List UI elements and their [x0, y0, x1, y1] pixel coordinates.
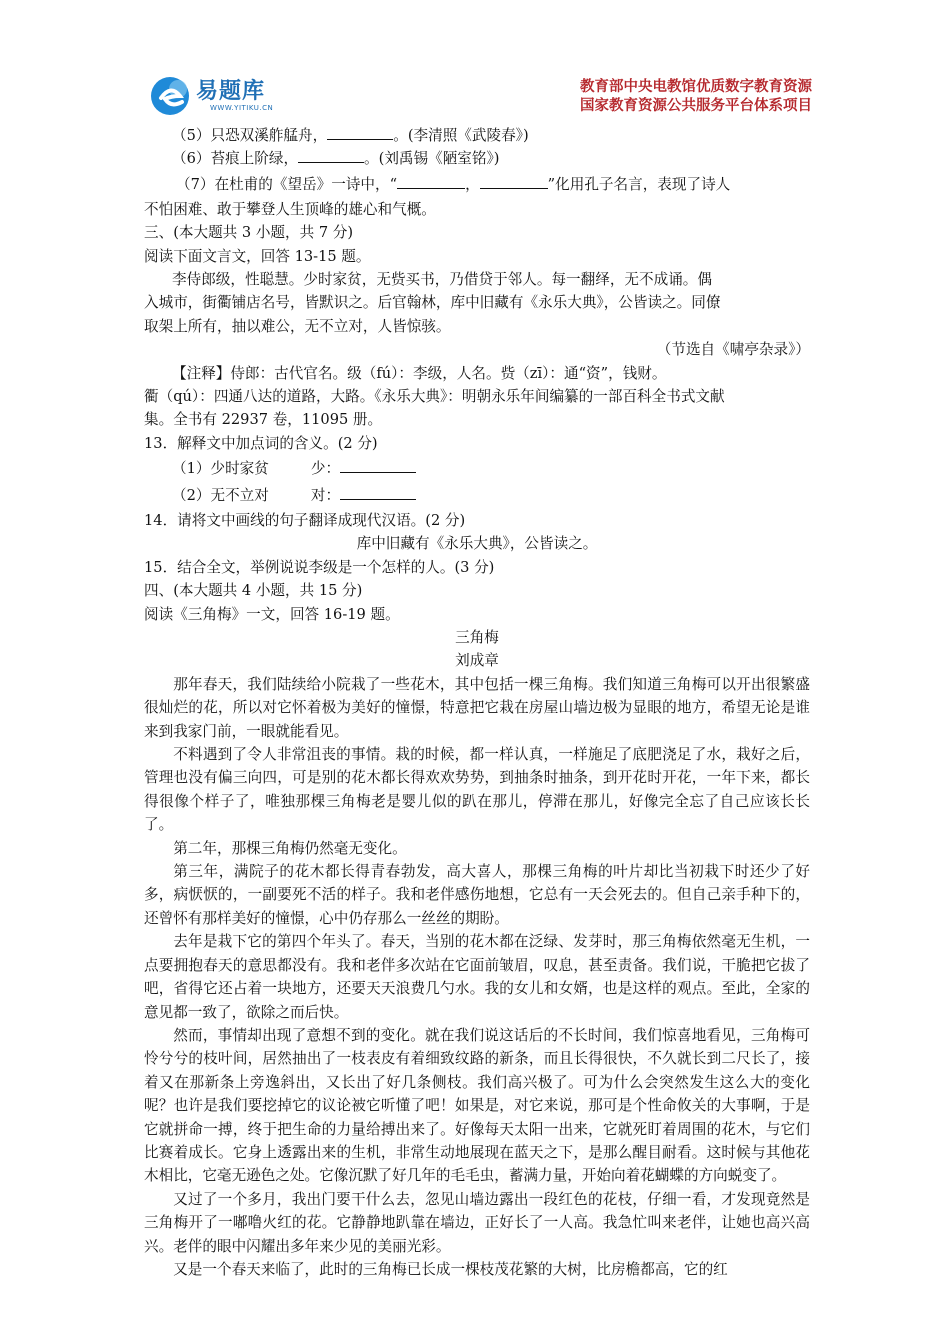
classical-text-line-3: 取架上所有，抽以难公，无不立对，人皆惊骇。 [144, 317, 451, 335]
q13-1-word: 少： [310, 460, 341, 478]
classical-text-line-2: 入城市，街衢铺店名号，皆默识之。后官翰林，库中旧藏有《永乐大典》，公皆读之。同僚 [144, 294, 721, 312]
q6-source: 。(刘禹锡《陋室铭》) [364, 150, 500, 168]
page-header [0, 0, 950, 120]
question-7 [144, 171, 810, 198]
q5-text: （5）只恐双溪舴艋舟， [172, 127, 328, 144]
section-3-heading: 三、(本大题共 3 小题，共 7 分) [144, 224, 354, 242]
header-slogan [580, 78, 812, 116]
logo-url: WWW.YITIKU.CN [210, 104, 274, 112]
essay-author: 刘成章 [455, 652, 499, 670]
essay-paragraph-7: 又过了一个多月，我出门要干什么去，忽见山墙边露出一段红色的花枝，仔细一看，才发现竟然是三角梅开了一嘟噜火红的花。它静静地趴靠在墙边，正好长了一人高。我急忙叫来老伴，让她也高兴高兴。老伴的眼中闪耀出多年来少见的美丽光彩。 [144, 1190, 810, 1255]
section-4-heading: 四、(本大题共 4 小题，共 15 分) [144, 582, 363, 600]
section-4-intro: 阅读《三角梅》一文，回答 16-19 题。 [144, 605, 400, 623]
q7-text: （7）在杜甫的《望岳》一诗中，“ [176, 175, 398, 193]
question-13: 13．解释文中加点词的含义。(2 分) [144, 434, 378, 452]
question-14: 14．请将文中画线的句子翻译成现代汉语。(2 分) [144, 512, 466, 530]
question-13-item-2 [144, 482, 810, 509]
q13-2-phrase: （2）无不立对 [172, 487, 269, 505]
question-15: 15．结合全文，举例说说李级是一个怎样的人。(3 分) [144, 558, 495, 576]
answer-blank [397, 174, 465, 189]
answer-blank [327, 125, 393, 140]
q13-1-phrase: （1）少时家贫 [172, 460, 269, 478]
classical-text-source: （节选自《啸亭杂录》） [656, 341, 810, 359]
answer-blank [340, 485, 416, 500]
essay-paragraph-8: 又是一个春天来临了，此时的三角梅已长成一棵枝茂花繁的大树，比房檐都高，它的红 [173, 1260, 728, 1278]
question-5 [144, 124, 810, 147]
essay-paragraph-2: 不料遇到了令人非常沮丧的事情。栽的时候，都一样认真，一样施足了底肥浇足了水，栽好之后，管理也没有偏三向四，可是别的花木都长得欢欢势势，到抽条时抽条，到开花时开花，一年下来，都长得很像个样子了，唯独那棵三角梅老是婴儿似的趴在那儿，停滞在那儿，好像完全忘了自己应该长长了。 [144, 746, 810, 834]
essay-paragraph-6: 然而，事情却出现了意想不到的变化。就在我们说这话后的不长时间，我们惊喜地看见，三角梅可怜兮兮的枝叶间，居然抽出了一枝表皮有着细致纹路的新条，而且长得很快，不久就长到二尺长了，接着又在那新条上旁逸斜出，又长出了好几条侧枝。我们高兴极了。可为什么会突然发生这么大的变化呢？也许是我们要挖掉它的议论被它听懂了吧！如果是，对它来说，那可是个性命攸关的大事啊，于是它就拼命一搏，终于把生命的力量给搏出来了。好像每天太阳一出来，它就死盯着周围的花木，与它们比赛着成长。它身上透露出来的生机，非常生动地展现在蓝天之下，是那么醒目耐看。这时候与其他花木相比，它毫无逊色之处。它像沉默了好几年的毛毛虫，蓄满力量，开始向着花蝴蝶的方向蜕变了。 [144, 1026, 810, 1185]
essay-paragraph-5: 去年是栽下它的第四个年头了。春天，当别的花木都在泛绿、发芽时，那三角梅依然毫无生机，一点要拥抱春天的意思都没有。我和老伴多次站在它面前皱眉，叹息，甚至责备。我们说，干脆把它拔了吧，省得它还占着一块地方，还要天天浪费几勺水。我的女儿和女婿，也是这样的观点。至此，全家的意见都一致了，欲除之而后快。 [144, 933, 810, 1021]
annotation-line-2: 衢（qú）：四通八达的道路，大路。《永乐大典》：明朝永乐年间编纂的一部百科全书式文献 [144, 387, 725, 405]
essay-paragraph-3: 第二年，那棵三角梅仍然毫无变化。 [173, 839, 407, 857]
essay-paragraph-4: 第三年，满院子的花木都长得青春勃发，高大喜人，那棵三角梅的叶片却比当初栽下时还少了好多，病恹恹的，一副要死不活的样子。我和老伴感伤地想，它总有一天会死去的。但自己亲手种下的，还曾怀有那样美好的憧憬，心中仍存那么一丝丝的期盼。 [144, 863, 810, 927]
exam-content [144, 124, 810, 1281]
section-3-intro: 阅读下面文言文，回答 13-15 题。 [144, 247, 371, 265]
logo-title: 易题库 [196, 79, 266, 104]
question-6 [144, 147, 810, 170]
annotation-line-1: 【注释】侍郎：古代官名。级（fú）：李级，人名。赀（zī）：通“资”，钱财。 [172, 364, 667, 382]
answer-blank [298, 148, 364, 163]
answer-blank [340, 458, 416, 473]
q6-text: （6）苔痕上阶绿， [172, 150, 299, 168]
essay-title: 三角梅 [455, 629, 499, 647]
q5-source: 。(李清照《武陵春》) [393, 127, 529, 144]
q13-2-word: 对： [310, 487, 341, 505]
q7-comma: ， [465, 175, 480, 193]
question-13-item-1 [144, 455, 810, 482]
slogan-line-2: 国家教育资源公共服务平台体系项目 [580, 98, 812, 114]
answer-blank [480, 174, 548, 189]
essay-paragraph-1: 那年春天，我们陆续给小院栽了一些花木，其中包括一棵三角梅。我们知道三角梅可以开出很繁盛很灿烂的花，所以对它怀着极为美好的憧憬，特意把它栽在房屋山墙边极为显眼的地方，希望无论是谁来到我家门前，一眼就能看见。 [144, 675, 810, 740]
q7-continued: 不怕困难、敢于攀登人生顶峰的雄心和气概。 [144, 200, 436, 218]
slogan-line-1: 教育部中央电教馆优质数字教育资源 [580, 79, 812, 95]
question-14-sentence: 库中旧藏有《永乐大典》，公皆读之。 [356, 535, 598, 553]
classical-text-line-1: 李侍郎级，性聪慧。少时家贫，无赀买书，乃借贷于邻人。每一翻绎，无不成诵。偶 [172, 270, 712, 288]
q7-text-end: ”化用孔子名言，表现了诗人 [547, 175, 731, 193]
annotation-line-3: 集。全书有 22937 卷，11095 册。 [144, 411, 383, 429]
